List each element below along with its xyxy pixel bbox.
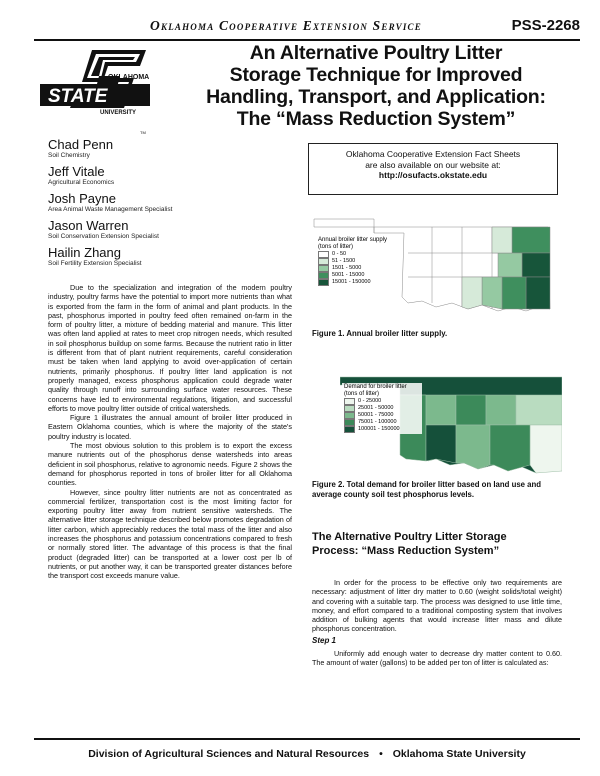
author-list xyxy=(48,137,278,272)
legend-entry xyxy=(318,251,387,258)
map1-county xyxy=(502,277,526,309)
author xyxy=(48,218,278,241)
author xyxy=(48,164,278,187)
author-name: Chad Penn xyxy=(48,137,114,152)
legend-swatch xyxy=(344,398,355,405)
map1-county xyxy=(482,277,502,309)
body-paragraph: Due to the specialization and integration of the modern poultry industry, poultry farms have the potential to import more nutrients than what is exported from the farm in the form of animal and plant products. In the past, phosphorus imported in poultry feed often remained on-farm in the form of poultry litter, a mixture of bedding material and manure. This litter was often land applied at rates to meet crop nitrogen needs, which resulted in soil phosphorus buildup on some farms. Because the nutrient ratio in litter is different from that of plant nutrient requirements, careful consideration must be taken when land applying to avoid over-application of certain nutrients, primarily phosphorus. If poultry litter land application is not properly managed, excess phosphorus application could degrade water quality through runoff into surrounding surface water resources. These concerns have led to environmental regulations, litigation, and successful efforts to move poultry litter outside of critical watersheds. xyxy=(48,283,292,413)
factbox-url[interactable]: http://osufacts.okstate.edu xyxy=(378,170,488,180)
page-title xyxy=(184,42,568,130)
legend-swatch xyxy=(318,251,329,258)
author-role: Agricultural Economics xyxy=(48,179,115,186)
legend-swatch xyxy=(318,279,329,286)
author-name: Josh Payne xyxy=(48,191,116,206)
legend-entry xyxy=(344,426,420,433)
legend-title: Demand for broiler litter (tons of litter) xyxy=(344,384,407,397)
figure-2-map xyxy=(340,375,562,475)
body-paragraph: The most obvious solution to this problem is to export the excess manure nutrients out of the phosphorus dense watersheds into areas deficient in soil phosphorus, relative to agronomic needs. Figure 2 shows the demand for phosphorus reported in tons of broiler litter for all Oklahoma counties. xyxy=(48,441,292,488)
figure-2-caption: Figure 2. Total demand for broiler litter based on land use and average county soil test phosphorus levels. xyxy=(312,480,542,499)
legend-entry xyxy=(344,412,420,419)
legend-label: 0 - 50 xyxy=(332,251,347,257)
title-line-2: Storage Technique for Improved xyxy=(229,64,523,86)
publication-code: PSS-2268 xyxy=(511,17,580,34)
body-right-column-step xyxy=(312,649,562,668)
figure-1-map xyxy=(312,213,562,323)
header-rule xyxy=(34,39,580,41)
footer-separator: • xyxy=(379,748,383,760)
legend-label: 100001 - 150000 xyxy=(358,426,400,432)
legend-entry xyxy=(344,419,420,426)
title-line-4: The “Mass Reduction System” xyxy=(236,108,516,130)
author xyxy=(48,137,278,160)
author-name: Jeff Vitale xyxy=(48,164,105,179)
author-name: Jason Warren xyxy=(48,218,129,233)
legend-entry xyxy=(344,398,420,405)
author-role: Soil Fertility Extension Specialist xyxy=(48,260,142,267)
legend-entry xyxy=(318,279,387,286)
map2-county xyxy=(490,425,530,471)
map1-county xyxy=(522,253,550,277)
legend-title: Annual broiler litter supply xyxy=(318,237,388,243)
legend-label: 50001 - 75000 xyxy=(358,412,394,418)
map1-county xyxy=(492,227,512,253)
map1-county xyxy=(526,277,550,309)
body-left-column xyxy=(48,283,292,581)
legend-swatch xyxy=(344,419,355,426)
factsheet-info-box xyxy=(308,143,558,195)
series-title: Oklahoma Cooperative Extension Service xyxy=(150,18,422,33)
legend-label: 25001 - 50000 xyxy=(358,405,394,411)
author xyxy=(48,245,278,268)
legend-label: 75001 - 100000 xyxy=(358,419,397,425)
legend-swatch xyxy=(344,405,355,412)
map2-county xyxy=(486,395,516,425)
legend-swatch xyxy=(318,258,329,265)
map1-county xyxy=(512,227,550,253)
legend-entry xyxy=(318,272,387,279)
author-role: Soil Conservation Extension Specialist xyxy=(48,233,159,240)
section-heading xyxy=(312,530,562,558)
author xyxy=(48,191,278,214)
legend-title-units: (tons of litter) xyxy=(318,244,354,250)
legend-entry xyxy=(344,405,420,412)
legend-label: 0 - 25000 xyxy=(358,398,382,404)
title-line-3: Handling, Transport, and Application: xyxy=(206,86,546,108)
footer-rule xyxy=(34,738,580,740)
osu-logo xyxy=(34,44,184,136)
section-heading-line-2: Process: “Mass Reduction System” xyxy=(312,545,500,557)
map2-county xyxy=(530,425,562,473)
figure-1-caption: Figure 1. Annual broiler litter supply. xyxy=(312,329,448,338)
footer-university: Oklahoma State University xyxy=(392,748,526,760)
logo-trademark: TM xyxy=(140,130,146,135)
legend-swatch xyxy=(318,272,329,279)
logo-word-oklahoma: OKLAHOMA xyxy=(108,74,150,81)
legend-swatch xyxy=(344,426,355,433)
legend-label: 15001 - 150000 xyxy=(332,279,371,285)
body-paragraph: Figure 1 illustrates the annual amount of broiler litter produced in Eastern Oklahoma counties, which is where the majority of the state's poultry industry is located. xyxy=(48,413,292,441)
body-paragraph: Uniformly add enough water to decrease dry matter content to 0.60. The amount of water (gallons) to be added per ton of litter is calculated as: xyxy=(312,649,562,668)
factbox-line-1: Oklahoma Cooperative Extension Fact Sheets xyxy=(345,149,521,159)
logo-word-university: UNIVERSITY xyxy=(100,110,137,116)
body-right-column xyxy=(312,578,562,634)
author-role: Soil Chemistry xyxy=(48,152,90,159)
figure-2-legend xyxy=(342,383,422,434)
body-paragraph: In order for the process to be effective only two requirements are necessary: adjustment of litter dry matter to 0.60 (weight solids/total weight) and covering with a suitable tarp. The process was designed to use little time, money, and effort compared to a traditional composting system that involves addition of bulking agents that would increase litter mass and dilute phosphorus concentration. xyxy=(312,578,562,634)
map2-county xyxy=(456,425,490,469)
body-paragraph: However, since poultry litter nutrients are not as concentrated as commercial fertilizer, transportation cost is the most limiting factor for exporting poultry litter away from nutrient sensitive watersheds. The alternative litter storage technique described below promotes degradation of litter carbon, which appreciably reduces the total mass of the litter and also increases the phosphorus and potassium concentrations compared to fresh or normally stored litter. The advantage of this process is that the final product (degraded litter) can be transported at a lower cost per lb of nutrients, or put another way, it can be transported greater distances before the transport cost exceeds manure value. xyxy=(48,487,292,581)
section-heading-line-1: The Alternative Poultry Litter Storage xyxy=(312,531,507,543)
legend-swatch xyxy=(344,412,355,419)
legend-label: 5001 - 15000 xyxy=(332,272,365,278)
footer-division: Division of Agricultural Sciences and Natural Resources xyxy=(88,748,370,760)
map2-county xyxy=(426,425,456,463)
legend-label: 1501 - 5000 xyxy=(332,265,362,271)
map2-county xyxy=(426,395,456,425)
author-name: Hailin Zhang xyxy=(48,245,121,260)
logo-word-state: STATE xyxy=(48,86,108,107)
title-line-1: An Alternative Poultry Litter xyxy=(249,42,503,64)
legend-entry xyxy=(318,258,387,265)
step-heading: Step 1 xyxy=(312,636,337,645)
legend-entry xyxy=(318,265,387,272)
legend-label: 51 - 1500 xyxy=(332,258,356,264)
footer xyxy=(34,748,580,760)
map1-county xyxy=(462,277,482,309)
map1-county xyxy=(498,253,522,277)
map2-county xyxy=(516,395,562,425)
factbox-line-2: are also available on our website at: xyxy=(365,159,501,170)
figure-1-legend xyxy=(318,237,387,286)
author-role: Area Animal Waste Management Specialist xyxy=(48,206,173,213)
map2-county xyxy=(456,395,486,425)
legend-swatch xyxy=(318,265,329,272)
